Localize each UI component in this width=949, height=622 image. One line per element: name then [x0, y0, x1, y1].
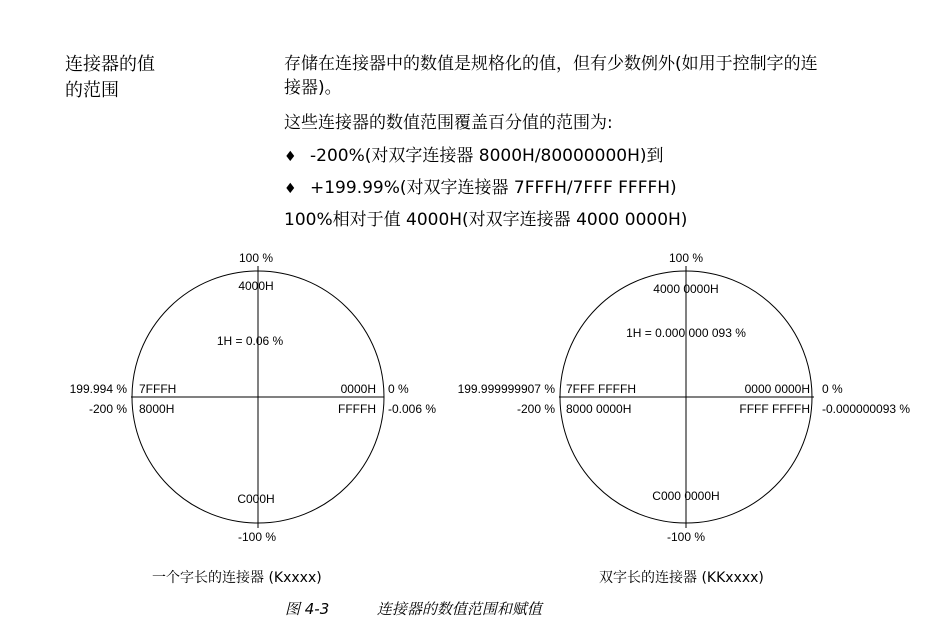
bottom-hex-label: C000H — [237, 492, 275, 506]
left-percent-upper: 199.999999907 % — [457, 382, 555, 396]
diamond-bullet-icon: ♦ — [284, 149, 297, 165]
bottom-percent-label: -100 % — [237, 530, 277, 544]
single-word-diagram — [70, 251, 437, 544]
right-diagram-caption: 双字长的连接器 (KKxxxx) — [599, 570, 764, 586]
paragraph-1-line2: 接器)。 — [284, 78, 342, 98]
left-percent-lower: -200 % — [88, 402, 127, 416]
bottom-hex-label: C000 0000H — [652, 489, 720, 503]
top-hex-label: 4000 0000H — [653, 282, 719, 296]
right-percent-upper: 0 % — [388, 382, 409, 396]
resolution-label: 1H = 0.06 % — [216, 334, 284, 348]
right-percent-lower: -0.000000093 % — [822, 402, 911, 416]
left-hex-lower: 8000 0000H — [566, 402, 632, 416]
right-hex-lower: FFFF FFFFH — [739, 402, 810, 416]
left-hex-upper: 7FFF FFFFH — [566, 382, 636, 396]
left-diagram-caption: 一个字长的连接器 (Kxxxx) — [152, 570, 322, 586]
right-percent-lower: -0.006 % — [388, 402, 437, 416]
bullet-text: +199.99%(对双字连接器 7FFFH/7FFF FFFFH) — [310, 178, 677, 198]
paragraph-3: 100%相对于值 4000H(对双字连接器 4000 0000H) — [284, 210, 688, 230]
top-percent-label: 100 % — [668, 251, 704, 265]
double-word-diagram — [458, 251, 911, 544]
paragraph-1-line1: 存储在连接器中的数值是规格化的值，但有少数例外(如用于控制字的连 — [284, 54, 818, 74]
left-percent-upper: 199.994 % — [69, 382, 127, 396]
left-percent-lower: -200 % — [516, 402, 555, 416]
bullet-text: -200%(对双字连接器 8000H/80000000H)到 — [310, 146, 664, 166]
top-percent-label: 100 % — [238, 251, 274, 265]
left-hex-lower: 8000H — [139, 402, 175, 416]
figure-title: 连接器的数值范围和赋值 — [376, 600, 542, 618]
top-hex-label: 4000H — [238, 279, 274, 293]
figure-number: 图 4-3 — [285, 600, 330, 618]
right-hex-upper: 0000 0000H — [744, 382, 810, 396]
section-title-line2: 的范围 — [65, 80, 119, 101]
right-hex-lower: FFFFH — [338, 402, 376, 416]
left-hex-upper: 7FFFH — [139, 382, 177, 396]
resolution-label: 1H = 0.000 000 093 % — [626, 326, 746, 340]
section-title-line1: 连接器的值 — [65, 54, 155, 75]
right-percent-upper: 0 % — [822, 382, 843, 396]
paragraph-2: 这些连接器的数值范围覆盖百分值的范围为: — [284, 113, 613, 133]
bottom-percent-label: -100 % — [666, 530, 706, 544]
right-hex-upper: 0000H — [340, 382, 376, 396]
figure-caption — [285, 598, 542, 619]
diamond-bullet-icon: ♦ — [284, 181, 297, 197]
